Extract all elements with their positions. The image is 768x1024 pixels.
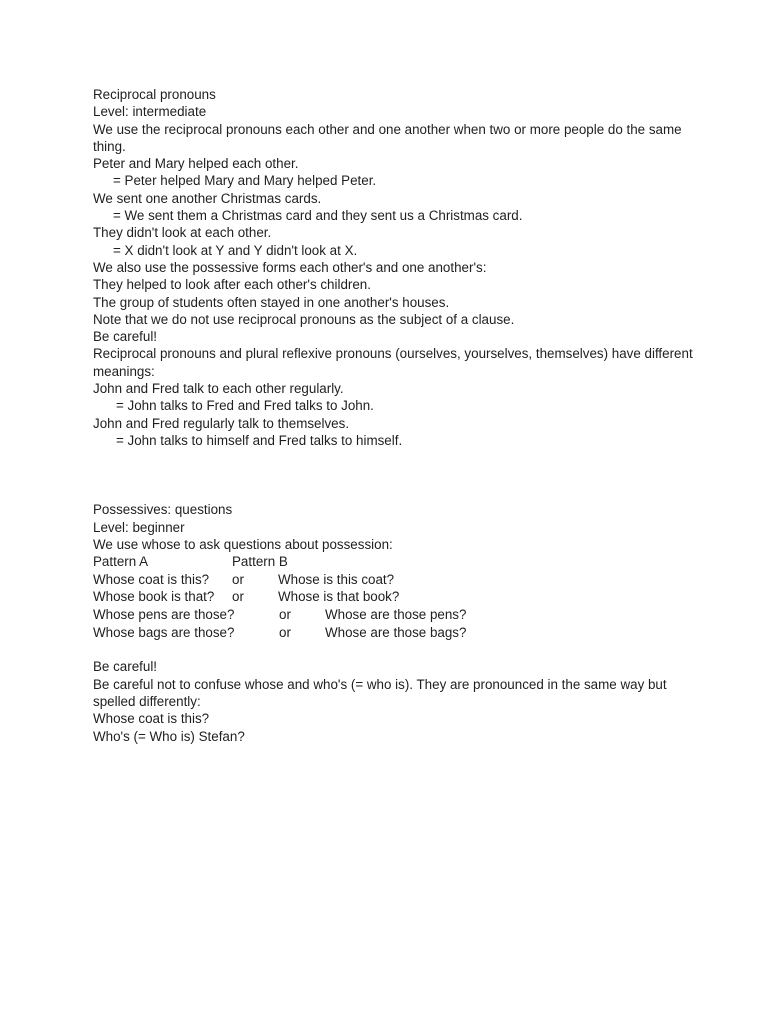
be-careful-heading: Be careful! (93, 329, 158, 345)
confuse-note: Be careful not to confuse whose and who's (= who is). They are pronounced in the same way but spelled differently: (93, 676, 667, 709)
pattern-b-cell: Whose are those pens? (325, 606, 467, 622)
section-possessives-questions (93, 501, 693, 745)
level-label: Level: beginner (93, 519, 185, 535)
pattern-b-header: Pattern B (232, 554, 288, 570)
paragraph-spacer (93, 641, 693, 658)
example-sentence: Who's (= Who is) Stefan? (93, 728, 245, 744)
pattern-table (93, 553, 399, 606)
or-cell: or (232, 571, 244, 587)
be-careful-heading: Be careful! (93, 659, 158, 675)
reflexive-note: Reciprocal pronouns and plural reflexive pronouns (ourselves, yourselves, themselves) have different meanings: (93, 346, 693, 379)
pattern-table-long (93, 606, 466, 641)
example-sentence: They helped to look after each other's children. (93, 277, 371, 293)
example-sentence: Peter and Mary helped each other. (93, 156, 299, 172)
or-cell: or (232, 589, 244, 605)
possessive-intro: We also use the possessive forms each other's and one another's: (93, 259, 487, 275)
pattern-a-cell: Whose book is that? (93, 589, 215, 605)
intro-paragraph: We use the reciprocal pronouns each other and one another when two or more people do the same thing. (93, 121, 682, 154)
example-gloss: = John talks to himself and Fred talks to himself. (116, 432, 403, 448)
pattern-b-cell: Whose are those bags? (325, 624, 467, 640)
pattern-a-cell: Whose pens are those? (93, 606, 235, 622)
pattern-b-cell: Whose is that book? (278, 589, 400, 605)
example-gloss: = John talks to Fred and Fred talks to John. (116, 398, 374, 414)
section-spacer (93, 449, 693, 501)
level-label: Level: intermediate (93, 104, 207, 120)
table-row (93, 588, 399, 606)
pattern-a-cell: Whose coat is this? (93, 571, 210, 587)
document-page (93, 86, 693, 745)
example-sentence: Whose coat is this? (93, 711, 210, 727)
table-row (93, 571, 399, 589)
pattern-header-row (93, 553, 399, 571)
example-sentence: We sent one another Christmas cards. (93, 190, 322, 206)
or-cell: or (279, 624, 291, 640)
note-text: Note that we do not use reciprocal pronouns as the subject of a clause. (93, 311, 515, 327)
or-cell: or (279, 606, 291, 622)
section-title: Reciprocal pronouns (93, 87, 216, 102)
example-sentence: The group of students often stayed in one another's houses. (93, 294, 450, 310)
table-row (93, 606, 466, 624)
example-sentence: They didn't look at each other. (93, 225, 272, 241)
table-row (93, 624, 466, 642)
pattern-a-header: Pattern A (93, 554, 149, 570)
pattern-b-cell: Whose is this coat? (278, 571, 395, 587)
example-sentence: John and Fred regularly talk to themselves. (93, 415, 350, 431)
example-gloss: = We sent them a Christmas card and they sent us a Christmas card. (113, 208, 523, 224)
example-sentence: John and Fred talk to each other regularly. (93, 381, 344, 397)
intro-paragraph: We use whose to ask questions about possession: (93, 536, 393, 552)
pattern-a-cell: Whose bags are those? (93, 624, 235, 640)
section-title: Possessives: questions (93, 502, 233, 518)
section-reciprocal-pronouns (93, 86, 693, 449)
example-gloss: = Peter helped Mary and Mary helped Peter. (113, 173, 377, 189)
example-gloss: = X didn't look at Y and Y didn't look at X. (113, 242, 358, 258)
